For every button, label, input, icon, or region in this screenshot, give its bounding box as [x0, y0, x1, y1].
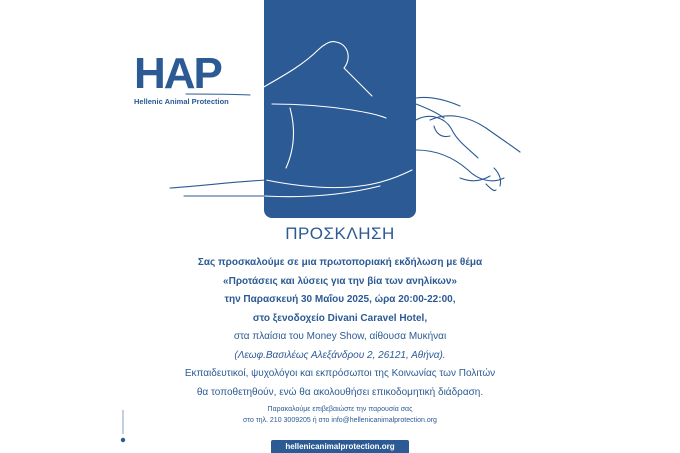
invitation-line: Εκπαιδευτικοί, ψυχολόγοι και εκπρόσωποι της Κοινωνίας των Πολιτών: [184, 368, 496, 379]
invitation-body: [0, 254, 680, 402]
rsvp-line: Παρακαλούμε επιβεβαιώστε την παρουσία σας: [267, 406, 413, 413]
invitation-line: «Προτάσεις και λύσεις για την βία των ανηλίκων»: [223, 275, 457, 287]
invitation-line: στο ξενοδοχείο Divani Caravel Hotel,: [252, 312, 428, 324]
rsvp-contact: στο τηλ. 210 3009205 ή στο info@hellenicanimalprotection.org: [243, 417, 437, 424]
invitation-line: στα πλαίσια του Money Show, αίθουσα Μυκήναι: [233, 331, 447, 342]
logo-mark: HAP: [134, 49, 221, 98]
paw-outline: [416, 116, 478, 158]
hap-logo: [134, 49, 246, 106]
hand-outline: [250, 42, 336, 95]
invitation-line: (Λεωφ.Βασιλέως Αλεξάνδρου 2, 26121, Αθήνα).: [234, 349, 446, 361]
invitation-line: την Παρασκευή 30 Μαΐου 2025, ώρα 20:00-22:00,: [224, 294, 456, 305]
logo-tagline: Hellenic Animal Protection: [134, 97, 229, 106]
rsvp-note: [0, 404, 680, 426]
invitation-line: Σας προσκαλούμε σε μια πρωτοποριακή εκδήλωση με θέμα: [197, 257, 483, 268]
website-link[interactable]: hellenicanimalprotection.org: [271, 440, 409, 453]
invitation-line: θα τοποθετηθούν, ενώ θα ακολουθήσει επικοδομητική διάδραση.: [196, 386, 484, 398]
invitation-title: ΠΡΟΣΚΛΗΣΗ: [285, 224, 395, 243]
